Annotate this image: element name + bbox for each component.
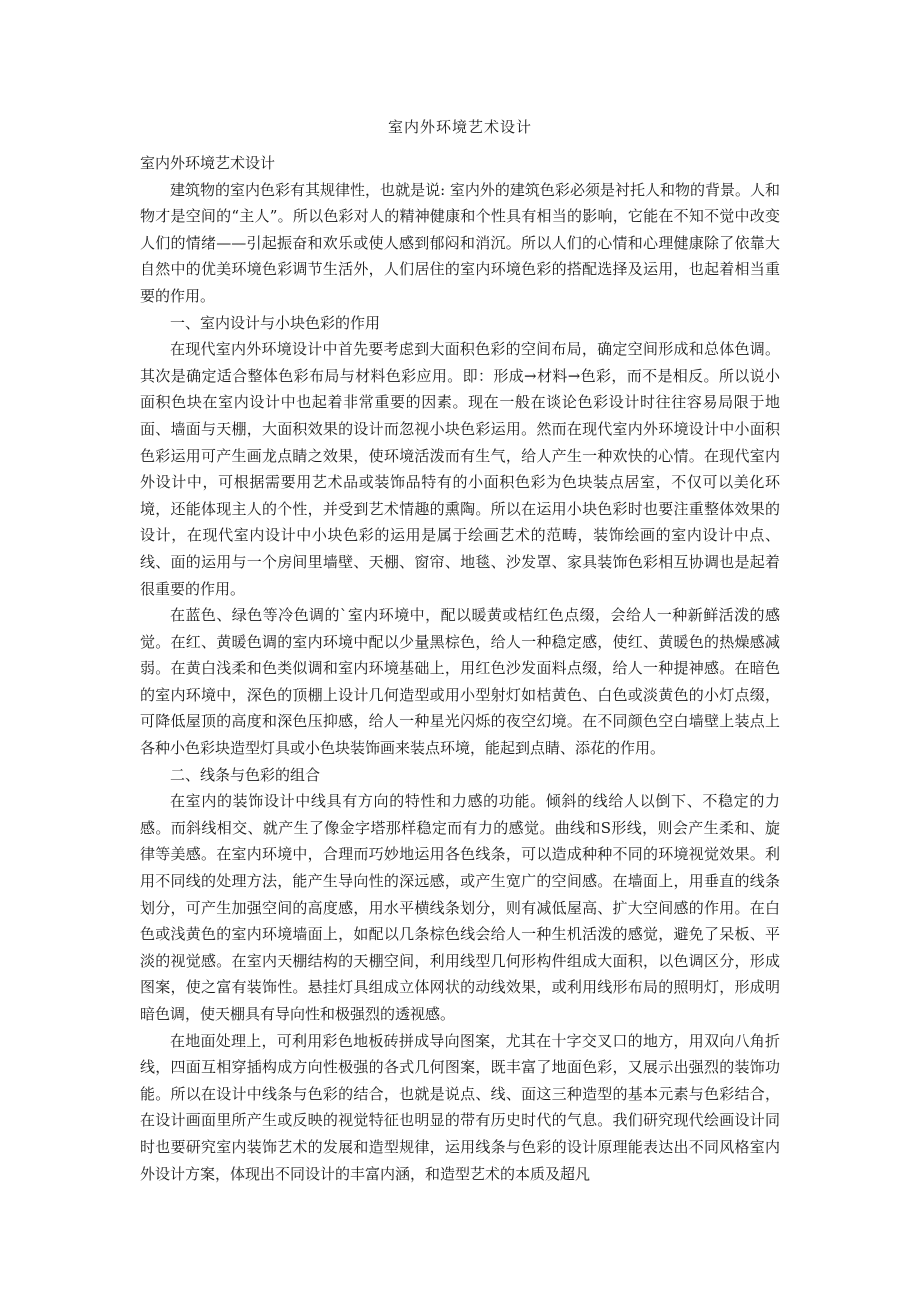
paragraph-small-color-blocks: 在现代室内外环境设计中首先要考虑到大面积色彩的空间布局，确定空间形成和总体色调。其次是确定适合整体色彩布局与材料色彩应用。即：形成→材料→色彩，而不是相反。所以说小面积色块在室内设计中也起着非常重要的因素。现在一般在谈论色彩设计时往往容易局限于地面、墙面与天棚，大面积效果的设计而忽视小块色彩运用。然而在现代室内外环境设计中小面积色彩运用可产生画龙点睛之效果，使环境活泼而有生气，给人产生一种欢快的心情。在现代室内外设计中，可根据需要用艺术品或装饰品特有的小面积色彩为色块装点居室，不仅可以美化环境，还能体现主人的个性，并受到艺术情趣的熏陶。所以在运用小块色彩时也要注重整体效果的设计，在现代室内设计中小块色彩的运用是属于绘画艺术的范畴，装饰绘画的室内设计中点、线、面的运用与一个房间里墙壁、天棚、窗帘、地毯、沙发罩、家具装饰色彩相互协调也是起着很重要的作用。 bbox=[140, 340, 780, 598]
paragraph-floor: 在地面处理上，可利用彩色地板砖拼成导向图案，尤其在十字交叉口的地方，用双向八角折线，四面互相穿插构成方向性极强的各式几何图案，既丰富了地面色彩，又展示出强烈的装饰功能。所以在设计中线条与色彩的结合，也就是说点、线、面这三种造型的基本元素与色彩结合，在设计画面里所产生或反映的视觉特征也明显的带有历史时代的气息。我们研究现代绘画设计同时也要研究室内装饰艺术的发展和造型规律，运用线条与色彩的设计原理能表达出不同风格室内外设计方案，体现出不同设计的丰富内涵，和造型艺术的本质及超凡 bbox=[140, 1031, 780, 1183]
section-heading-1: 一、室内设计与小块色彩的作用 bbox=[170, 313, 381, 332]
paragraph-lines: 在室内的装饰设计中线具有方向的特性和力感的功能。倾斜的线给人以倒下、不稳定的力感。而斜线相交、就产生了像金字塔那样稳定而有力的感觉。曲线和S形线，则会产生柔和、旋律等美感。在室内环境中，合理而巧妙地运用各色线条，可以造成种种不同的环境视觉效果。利用不同线的处理方法，能产生导向性的深远感，或产生宽广的空间感。在墙面上，用垂直的线条划分，可产生加强空间的高度感，用水平横线条划分，则有减低屋高、扩大空间感的作用。在白色或浅黄色的室内环境墙面上，如配以几条棕色线会给人一种生机活泼的感觉，避免了呆板、平淡的视觉感。在室内天棚结构的天棚空间，利用线型几何形构件组成大面积，以色调区分，形成图案，使之富有装饰性。悬挂灯具组成立体网状的动线效果，或利用线形布局的照明灯，形成明暗色调，使天棚具有导向性和极强烈的透视感。 bbox=[140, 792, 780, 1023]
document-subtitle: 室内外环境艺术设计 bbox=[140, 154, 276, 172]
document-body bbox=[140, 150, 780, 1187]
paragraph-cool-warm-tones: 在蓝色、绿色等冷色调的`室内环境中，配以暖黄或桔红色点缀，会给人一种新鲜活泼的感觉。在红、黄暖色调的室内环境中配以少量黑棕色，给人一种稳定感，使红、黄暖色的热燥感减弱。在黄白浅柔和色类似调和室内环境基础上，用红色沙发面料点缀，给人一种提神感。在暗色的室内环境中，深色的顶棚上设计几何造型或用小型射灯如桔黄色、白色或淡黄色的小灯点缀，可降低屋顶的高度和深色压抑感，给人一种星光闪烁的夜空幻境。在不同颜色空白墙壁上装点上各种小色彩块造型灯具或小色块装饰画来装点环境，能起到点睛、添花的作用。 bbox=[140, 606, 780, 758]
document-title: 室内外环境艺术设计 bbox=[387, 118, 532, 136]
paragraph-intro: 建筑物的室内色彩有其规律性，也就是说: 室内外的建筑色彩必须是衬托人和物的背景。人和物才是空间的“主人”。所以色彩对人的精神健康和个性具有相当的影响，它能在不知不觉中改变人们的情绪——引起振奋和欢乐或使人感到郁闷和消沉。所以人们的心情和心理健康除了依靠大自然中的优美环境色彩调节生活外，人们居住的室内环境色彩的搭配选择及运用，也起着相当重要的作用。 bbox=[140, 180, 780, 305]
section-heading-2: 二、线条与色彩的组合 bbox=[170, 765, 321, 784]
